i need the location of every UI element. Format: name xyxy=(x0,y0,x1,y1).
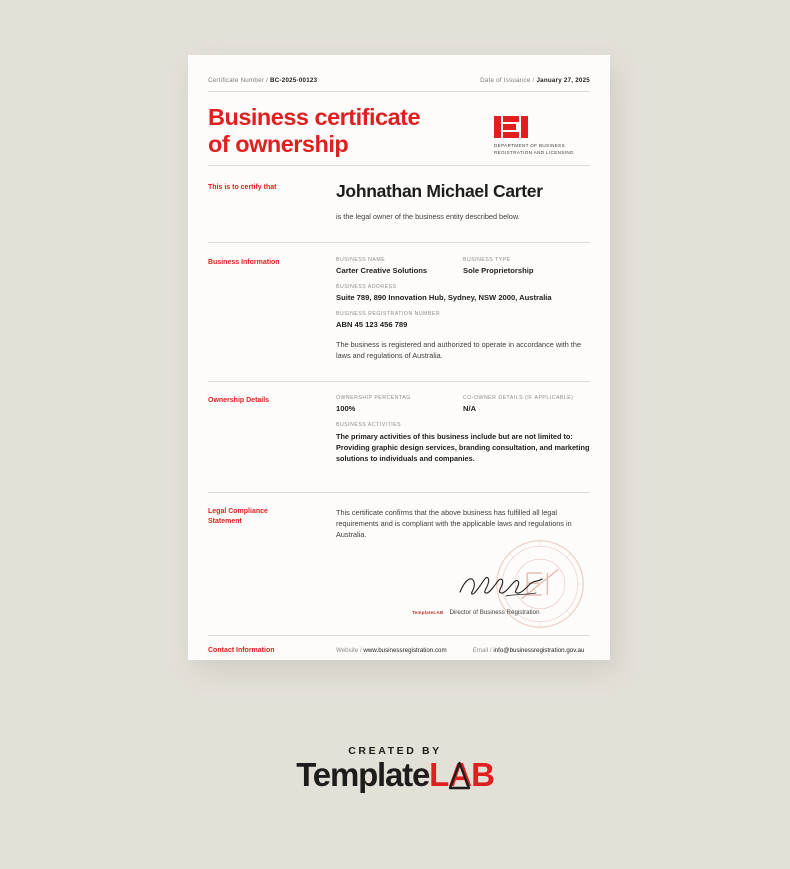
signatory-title: Director of Business Registration xyxy=(449,609,540,617)
brand-a: A xyxy=(448,756,471,793)
document-title-line1: Business certificate xyxy=(208,104,421,130)
field-value: The primary activities of this business include but are not limited to: Providing graphic design services, branding consultation, and marketing solutions to individuals and companies. xyxy=(336,431,590,464)
field-business-name xyxy=(336,257,463,275)
signature-icon xyxy=(458,572,544,598)
brand-template: Template xyxy=(296,756,430,793)
signature-area xyxy=(336,546,590,622)
contact-email-key: Email / xyxy=(472,647,492,655)
legal-compliance-label-line2: Statement xyxy=(208,517,242,525)
ownership-details-body xyxy=(336,395,590,473)
field-label: CO-OWNER DETAILS (IF APPLICABLE) xyxy=(463,394,574,401)
brand-b: B xyxy=(471,756,494,793)
field-label: BUSINESS REGISTRATION NUMBER xyxy=(336,310,441,317)
contact-information-section xyxy=(208,636,590,655)
legal-compliance-body xyxy=(336,506,590,622)
field-value: ABN 45 123 456 789 xyxy=(336,319,408,329)
created-by-label: CREATED BY xyxy=(348,745,442,757)
business-information-label: Business Information xyxy=(208,258,280,266)
triangle-icon xyxy=(448,760,471,791)
business-information-section xyxy=(208,243,590,374)
certificate-number xyxy=(208,77,317,84)
field-value: N/A xyxy=(463,403,477,413)
field-label: BUSINESS ADDRESS xyxy=(336,283,397,290)
contact-website xyxy=(336,647,447,654)
department-name-line2: REGISTRATION AND LICENSING xyxy=(494,149,574,155)
field-business-type xyxy=(463,257,590,275)
contact-information-label: Contact Information xyxy=(208,647,275,655)
field-label: OWNERSHIP PERCENTAG xyxy=(336,394,411,401)
department-name xyxy=(494,143,590,156)
field-label: BUSINESS NAME xyxy=(336,256,386,263)
field-value: Suite 789, 890 Innovation Hub, Sydney, NSW 2000, Australia xyxy=(336,292,552,302)
field-value: 100% xyxy=(336,403,356,413)
field-label: BUSINESS TYPE xyxy=(463,256,511,263)
contact-email-value: info@businessregistration.gov.au xyxy=(493,647,585,655)
legal-compliance-section xyxy=(208,493,590,628)
issuance-date-value: January 27, 2025 xyxy=(536,77,590,84)
certificate-document xyxy=(188,55,610,660)
templatelab-logo xyxy=(296,758,493,791)
title-block xyxy=(208,104,590,158)
field-business-address xyxy=(336,284,590,302)
ownership-details-label: Ownership Details xyxy=(208,396,270,404)
owner-name: Johnathan Michael Carter xyxy=(336,180,543,201)
contact-information-body xyxy=(336,647,590,654)
contact-website-key: Website / xyxy=(336,647,362,655)
department-name-line1: DEPARTMENT OF BUSINESS xyxy=(494,143,566,148)
contact-email xyxy=(473,647,585,654)
brand-l: L xyxy=(429,756,449,793)
document-title xyxy=(208,104,420,158)
business-information-body xyxy=(336,257,590,361)
certify-label: This is to certify that xyxy=(208,183,277,191)
field-value: Carter Creative Solutions xyxy=(336,265,428,275)
legal-compliance-label-line1: Legal Compliance xyxy=(208,508,268,516)
certificate-meta-row xyxy=(208,77,590,84)
field-value: Sole Proprietorship xyxy=(463,265,534,275)
certificate-number-label: Certificate Number / xyxy=(208,77,269,84)
issuance-date-label: Date of Issuance / xyxy=(480,77,535,84)
certificate-number-value: BC-2025-00123 xyxy=(270,77,318,84)
business-registration-statement: The business is registered and authorized to operate in accordance with the laws and regulations of Australia. xyxy=(336,339,581,360)
field-label: BUSINESS ACTIVITIES xyxy=(336,421,402,428)
ownership-details-section xyxy=(208,382,590,485)
legal-compliance-text: This certificate confirms that the above business has fulfilled all legal requirements and is compliant with the applicable laws and regulations in Australia. xyxy=(336,508,572,540)
department-block xyxy=(494,104,590,156)
signature-meta xyxy=(412,609,590,616)
contact-website-value: www.businessregistration.com xyxy=(363,647,447,655)
certify-section xyxy=(208,166,590,235)
certify-body xyxy=(336,182,590,221)
document-title-line2: of ownership xyxy=(208,130,349,157)
templatelab-watermark: TemplateLAB xyxy=(412,610,444,616)
brand-a-wrap xyxy=(448,758,471,791)
footer-branding xyxy=(0,745,790,791)
signature-block xyxy=(412,572,590,616)
legal-compliance-label xyxy=(208,506,336,622)
divider xyxy=(208,91,590,92)
field-business-activities xyxy=(336,422,590,464)
issuance-date xyxy=(480,77,590,84)
certify-subtext: is the legal owner of the business entity described below. xyxy=(336,211,520,221)
department-logo-icon xyxy=(494,116,590,138)
field-co-owner-details xyxy=(463,395,590,413)
field-ownership-percentage xyxy=(336,395,463,413)
field-business-registration-number xyxy=(336,311,590,329)
